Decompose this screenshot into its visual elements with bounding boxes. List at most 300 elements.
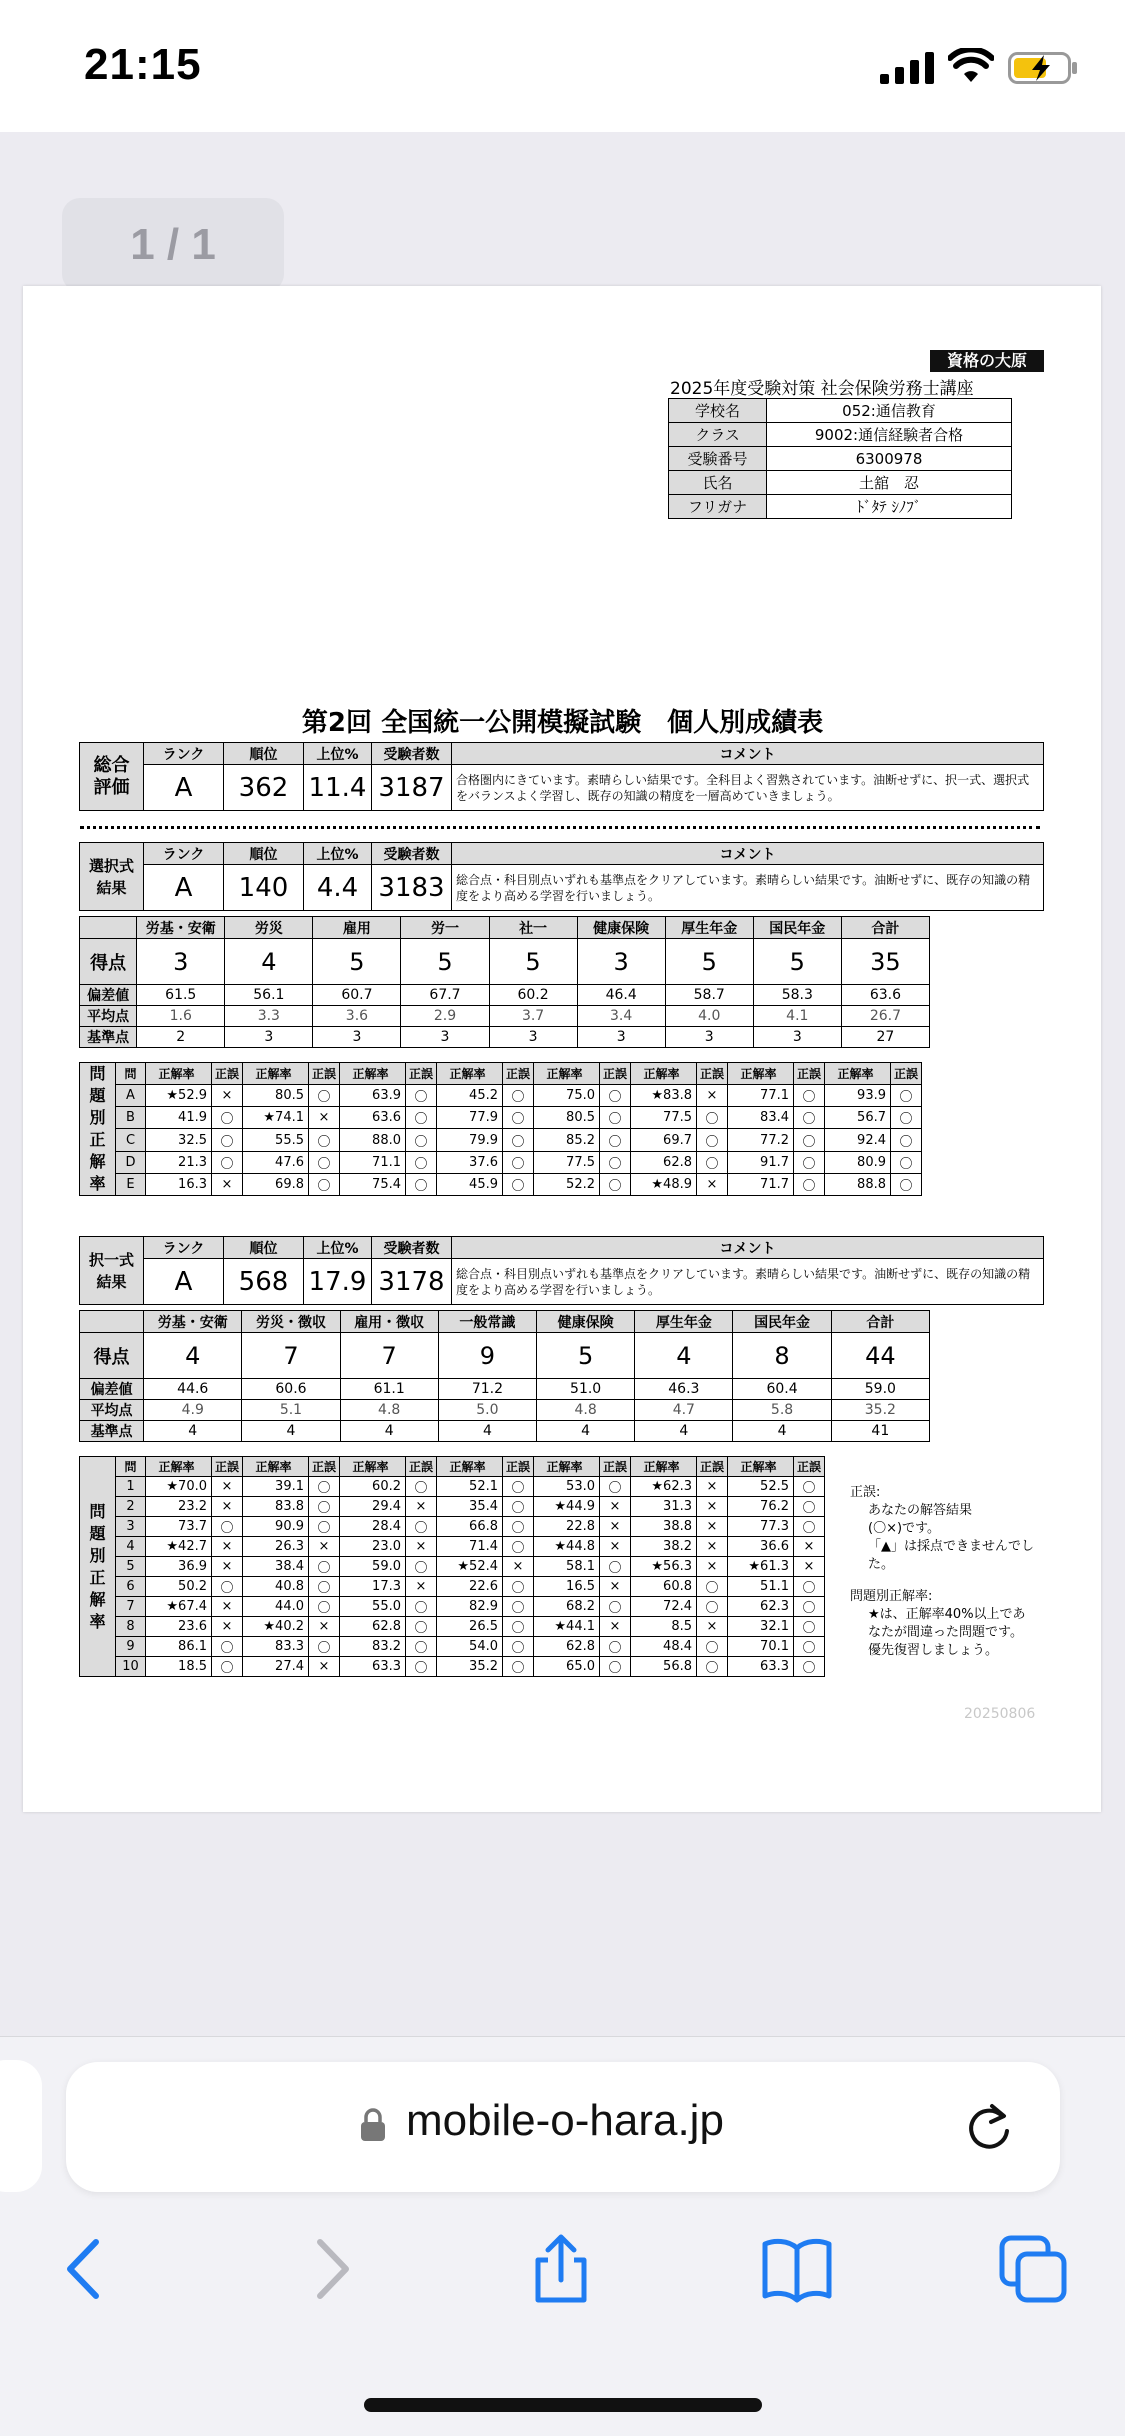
cell: 44	[831, 1333, 929, 1379]
cell: 一般常識	[438, 1311, 536, 1333]
cell: 18.5	[146, 1657, 212, 1677]
cell: 85.2	[534, 1129, 600, 1151]
cell: 〇	[309, 1577, 340, 1597]
cell: 〇	[600, 1597, 631, 1617]
cell: 4	[116, 1537, 146, 1557]
cell: 〇	[891, 1151, 922, 1173]
cell: 問	[116, 1063, 146, 1085]
cell: ★56.3	[631, 1557, 697, 1577]
cell: ×	[697, 1617, 728, 1637]
cell: ×	[212, 1537, 243, 1557]
cell: 正解率	[534, 1063, 600, 1085]
cell: 86.1	[146, 1637, 212, 1657]
cell: 国民年金	[753, 917, 841, 939]
cell: 〇	[600, 1557, 631, 1577]
cell: 56.8	[631, 1657, 697, 1677]
cell: 16.3	[146, 1173, 212, 1195]
cell: 23.2	[146, 1497, 212, 1517]
cell: 正誤	[697, 1457, 728, 1477]
cell: 1	[116, 1477, 146, 1497]
cell: 〇	[600, 1151, 631, 1173]
cell: 62.8	[340, 1617, 406, 1637]
share-icon[interactable]	[526, 2234, 596, 2304]
cell: 4.8	[340, 1400, 438, 1421]
cell: 平均点	[80, 1400, 144, 1421]
cell: 正解率	[631, 1457, 697, 1477]
question-row	[80, 1173, 922, 1195]
legend-line: 「▲」は採点できませんでし	[868, 1539, 1034, 1554]
cell: 〇	[794, 1129, 825, 1151]
cell: 9002:通信経験者合格	[767, 423, 1012, 447]
cell: ×	[600, 1517, 631, 1537]
cell: 72.4	[631, 1597, 697, 1617]
cell: 36.6	[728, 1537, 794, 1557]
cell: 〇	[697, 1637, 728, 1657]
cell: 〇	[309, 1129, 340, 1151]
count-head: 受験者数	[372, 743, 452, 765]
cell: 55.0	[340, 1597, 406, 1617]
cell: ★44.1	[534, 1617, 600, 1637]
cell: 〇	[212, 1657, 243, 1677]
cell: 68.2	[534, 1597, 600, 1617]
status-bar	[0, 0, 1125, 132]
cell: 38.2	[631, 1537, 697, 1557]
cell: 4	[635, 1421, 733, 1442]
cell: 〇	[406, 1517, 437, 1537]
cell: ★40.2	[243, 1617, 309, 1637]
cell: 〇	[503, 1107, 534, 1129]
cell: 4.1	[753, 1006, 841, 1027]
cell: 2.9	[401, 1006, 489, 1027]
cell: 83.2	[340, 1637, 406, 1657]
reload-icon[interactable]	[964, 2100, 1014, 2154]
cell: A	[116, 1085, 146, 1107]
cell: 77.1	[728, 1085, 794, 1107]
cell: 60.2	[340, 1477, 406, 1497]
order-head: 順位	[224, 743, 304, 765]
signal-icon	[880, 52, 936, 84]
selection-question-table	[79, 1062, 922, 1196]
cell: ×	[406, 1537, 437, 1557]
cell: 問	[116, 1457, 146, 1477]
rank-head: ランク	[144, 743, 224, 765]
cell: 健康保険	[577, 917, 665, 939]
cell: 正誤	[600, 1457, 631, 1477]
cell: 正解率	[825, 1063, 891, 1085]
cell: ★48.9	[631, 1173, 697, 1195]
multiple-score-table	[79, 1310, 930, 1442]
cell: 4	[144, 1333, 242, 1379]
cell: ×	[309, 1657, 340, 1677]
cell: 〇	[600, 1173, 631, 1195]
cell: 3	[137, 939, 225, 985]
cell: 60.6	[242, 1379, 340, 1400]
question-row	[80, 1497, 825, 1517]
cell: 4	[225, 939, 313, 985]
cell: ×	[309, 1537, 340, 1557]
cell: 23.0	[340, 1537, 406, 1557]
cell: 62.8	[534, 1637, 600, 1657]
cell: 58.3	[753, 985, 841, 1006]
cell: 6300978	[767, 447, 1012, 471]
cell: ★42.7	[146, 1537, 212, 1557]
cell: ★83.8	[631, 1085, 697, 1107]
cell: 80.5	[534, 1107, 600, 1129]
cell: 〇	[697, 1107, 728, 1129]
cell: 46.4	[577, 985, 665, 1006]
previous-tab[interactable]	[0, 2060, 42, 2192]
cell: 3.3	[225, 1006, 313, 1027]
cell: ★44.8	[534, 1537, 600, 1557]
cell: 5.8	[733, 1400, 831, 1421]
multiple-summary	[79, 1236, 1044, 1305]
cell: 8	[116, 1617, 146, 1637]
cell: 〇	[406, 1085, 437, 1107]
cell: 平均点	[80, 1006, 137, 1027]
cell: ×	[212, 1557, 243, 1577]
cell: 45.9	[437, 1173, 503, 1195]
cell: 51.0	[537, 1379, 635, 1400]
cell: 〇	[794, 1085, 825, 1107]
cell: 〇	[406, 1637, 437, 1657]
legend-line: 正誤:	[850, 1485, 881, 1500]
cell: 偏差値	[80, 1379, 144, 1400]
forward-icon[interactable]	[294, 2234, 364, 2304]
cell: 氏名	[669, 471, 767, 495]
cell: 4	[438, 1421, 536, 1442]
cell: 〇	[406, 1173, 437, 1195]
cell: 79.9	[437, 1129, 503, 1151]
info-row	[669, 447, 1012, 471]
cell: 77.2	[728, 1129, 794, 1151]
cell: 正解率	[728, 1063, 794, 1085]
cell: 3.4	[577, 1006, 665, 1027]
page-indicator: 1 / 1	[62, 198, 284, 292]
cell: 58.1	[534, 1557, 600, 1577]
cell: ×	[697, 1085, 728, 1107]
cell: 〇	[503, 1085, 534, 1107]
cell: 69.7	[631, 1129, 697, 1151]
cell: 正誤	[212, 1063, 243, 1085]
cell: 〇	[794, 1107, 825, 1129]
cell: 〇	[503, 1657, 534, 1677]
home-indicator	[364, 2398, 762, 2412]
cell: 〇	[309, 1597, 340, 1617]
question-row	[80, 1151, 922, 1173]
cell: 〇	[600, 1477, 631, 1497]
cell: 〇	[794, 1477, 825, 1497]
cell: 〇	[794, 1151, 825, 1173]
cell: ★61.3	[728, 1557, 794, 1577]
cell: 3.7	[489, 1006, 577, 1027]
cell: 〇	[794, 1617, 825, 1637]
cell: 雇用	[313, 917, 401, 939]
question-row	[80, 1085, 922, 1107]
cell: 73.7	[146, 1517, 212, 1537]
cell: 44.6	[144, 1379, 242, 1400]
cell: ×	[600, 1577, 631, 1597]
cell: 〇	[794, 1173, 825, 1195]
cell: 〇	[406, 1557, 437, 1577]
cell: 93.9	[825, 1085, 891, 1107]
cell: 35.2	[831, 1400, 929, 1421]
cell: 正解率	[437, 1457, 503, 1477]
cell: 正解率	[243, 1063, 309, 1085]
cell: 4	[733, 1421, 831, 1442]
cell: ×	[697, 1557, 728, 1577]
cell: ★67.4	[146, 1597, 212, 1617]
cell: 〇	[503, 1577, 534, 1597]
info-row	[669, 471, 1012, 495]
cell: 〇	[503, 1617, 534, 1637]
comment-head: コメント	[452, 1237, 1044, 1259]
cell: 〇	[794, 1597, 825, 1617]
cell: 52.2	[534, 1173, 600, 1195]
cell: 正誤	[503, 1457, 534, 1477]
back-icon[interactable]	[52, 2234, 122, 2304]
cell: 国民年金	[733, 1311, 831, 1333]
rank-head: ランク	[144, 1237, 224, 1259]
cell: ×	[212, 1617, 243, 1637]
cell: 63.3	[340, 1657, 406, 1677]
legend-line: 優先復習しましょう。	[868, 1643, 999, 1658]
cell: 〇	[406, 1151, 437, 1173]
cell: 正誤	[309, 1457, 340, 1477]
cell: 88.8	[825, 1173, 891, 1195]
cell: 37.6	[437, 1151, 503, 1173]
cell: 4	[537, 1421, 635, 1442]
cell: 38.8	[631, 1517, 697, 1537]
cell: 〇	[697, 1597, 728, 1617]
cell: 69.8	[243, 1173, 309, 1195]
question-row	[80, 1557, 825, 1577]
count-head: 受験者数	[372, 843, 452, 865]
question-row	[80, 1657, 825, 1677]
cell: 56.7	[825, 1107, 891, 1129]
overall-comment: 合格圏内にきています。素晴らしい結果です。全科目よく習熟されています。油断せずに、択一式、選択式をバランスよく学習し、既存の知識の精度を一層高めていきましょう。	[452, 765, 1044, 811]
cell: 9	[438, 1333, 536, 1379]
cell: ×	[697, 1537, 728, 1557]
cell: 〇	[212, 1577, 243, 1597]
cell: 〇	[600, 1657, 631, 1677]
cell: 77.5	[631, 1107, 697, 1129]
cell: 正誤	[212, 1457, 243, 1477]
selection-order: 140	[224, 865, 304, 911]
cell: 47.6	[243, 1151, 309, 1173]
cell: 正解率	[243, 1457, 309, 1477]
bookmarks-icon[interactable]	[762, 2234, 832, 2304]
cell: 〇	[406, 1107, 437, 1129]
cell: 63.3	[728, 1657, 794, 1677]
cell: 3	[577, 939, 665, 985]
cell: 60.8	[631, 1577, 697, 1597]
cell: ×	[309, 1617, 340, 1637]
cell: 32.5	[146, 1129, 212, 1151]
comment-head: コメント	[452, 743, 1044, 765]
cell: 正誤	[794, 1457, 825, 1477]
cell: 〇	[503, 1497, 534, 1517]
cell: ×	[697, 1477, 728, 1497]
order-head: 順位	[224, 843, 304, 865]
cell: 052:通信教育	[767, 399, 1012, 423]
cell: D	[116, 1151, 146, 1173]
cell: 32.1	[728, 1617, 794, 1637]
cell: 36.9	[146, 1557, 212, 1577]
multiple-comment: 総合点・科目別点いずれも基準点をクリアしています。素晴らしい結果です。油断せずに、既存の知識の精度をより高める学習を行いましょう。	[452, 1259, 1044, 1305]
cell: 44.0	[243, 1597, 309, 1617]
cell: 62.3	[728, 1597, 794, 1617]
cell: 〇	[794, 1497, 825, 1517]
cell: 52.5	[728, 1477, 794, 1497]
cell: 21.3	[146, 1151, 212, 1173]
cell: 正誤	[794, 1063, 825, 1085]
question-row	[80, 1129, 922, 1151]
cell: 正解率	[146, 1063, 212, 1085]
cell: 〇	[212, 1129, 243, 1151]
wifi-icon	[948, 48, 994, 84]
cell: 〇	[309, 1173, 340, 1195]
info-row	[669, 399, 1012, 423]
multiple-order: 568	[224, 1259, 304, 1305]
cell: ★70.0	[146, 1477, 212, 1497]
cell: C	[116, 1129, 146, 1151]
battery-icon	[1008, 52, 1078, 84]
overall-summary	[79, 742, 1044, 811]
selection-count: 3183	[372, 865, 452, 911]
legend	[850, 1484, 1034, 1660]
cell: 90.9	[243, 1517, 309, 1537]
cell: 3	[116, 1517, 146, 1537]
cell: 〇	[309, 1557, 340, 1577]
cell: 得点	[80, 939, 137, 985]
cell: 基準点	[80, 1027, 137, 1048]
cell: 76.2	[728, 1497, 794, 1517]
cell: 41	[831, 1421, 929, 1442]
cell: 〇	[503, 1597, 534, 1617]
selection-comment: 総合点・科目別点いずれも基準点をクリアしています。素晴らしい結果です。油断せずに、既存の知識の精度をより高める学習を行いましょう。	[452, 865, 1044, 911]
cell: 労基・安衛	[137, 917, 225, 939]
cell: 〇	[503, 1477, 534, 1497]
cell: 労災・徴収	[242, 1311, 340, 1333]
selection-score-table	[79, 916, 930, 1048]
cell: 23.6	[146, 1617, 212, 1637]
cell: 17.3	[340, 1577, 406, 1597]
cell: ×	[212, 1597, 243, 1617]
blank	[80, 1311, 144, 1333]
cell: 正誤	[697, 1063, 728, 1085]
cell: 80.5	[243, 1085, 309, 1107]
cell: 7	[340, 1333, 438, 1379]
cell: 3	[753, 1027, 841, 1048]
cell: 31.3	[631, 1497, 697, 1517]
cell: 〇	[309, 1637, 340, 1657]
legend-line: (〇×)です。	[868, 1521, 940, 1536]
cell: ×	[406, 1497, 437, 1517]
cell: フリガナ	[669, 495, 767, 519]
cell: 雇用・徴収	[340, 1311, 438, 1333]
cell: 88.0	[340, 1129, 406, 1151]
url-text[interactable]: mobile-o-hara.jp	[406, 2096, 724, 2145]
cell: 22.6	[437, 1577, 503, 1597]
cell: 〇	[697, 1657, 728, 1677]
cell: 4.7	[635, 1400, 733, 1421]
top-head: 上位%	[304, 743, 372, 765]
date-stamp: 20250806	[964, 1706, 1036, 1722]
cell: 4	[242, 1421, 340, 1442]
cell: 〇	[212, 1107, 243, 1129]
cell: ×	[309, 1107, 340, 1129]
cell: 22.8	[534, 1517, 600, 1537]
selection-label: 選択式 結果	[80, 843, 144, 911]
selection-summary	[79, 842, 1044, 911]
question-row	[80, 1107, 922, 1129]
cell: 学校名	[669, 399, 767, 423]
cell: ×	[794, 1557, 825, 1577]
cell: 〇	[891, 1173, 922, 1195]
cell: ﾄﾞﾀﾃ ｼﾉﾌﾞ	[767, 495, 1012, 519]
cell: 5.0	[438, 1400, 536, 1421]
cell: 正解率	[534, 1457, 600, 1477]
cell: 健康保険	[537, 1311, 635, 1333]
cell: 3	[225, 1027, 313, 1048]
cell: 〇	[503, 1151, 534, 1173]
selection-top: 4.4	[304, 865, 372, 911]
course-name: 2025年度受験対策 社会保険労務士講座	[670, 379, 974, 399]
cell: 正誤	[600, 1063, 631, 1085]
cell: 82.9	[437, 1597, 503, 1617]
cell: 4	[144, 1421, 242, 1442]
cell: 83.4	[728, 1107, 794, 1129]
cell: ×	[600, 1617, 631, 1637]
cell: 〇	[309, 1517, 340, 1537]
overall-label: 総合 評価	[80, 743, 144, 811]
cell: 4.8	[537, 1400, 635, 1421]
cell: 71.1	[340, 1151, 406, 1173]
multiple-rank: A	[144, 1259, 224, 1305]
cell: 71.7	[728, 1173, 794, 1195]
cell: 48.4	[631, 1637, 697, 1657]
tabs-icon[interactable]	[998, 2234, 1068, 2304]
cell: 5	[116, 1557, 146, 1577]
cell: 4.0	[665, 1006, 753, 1027]
cell: 54.0	[437, 1637, 503, 1657]
cell: 27.4	[243, 1657, 309, 1677]
overall-order: 362	[224, 765, 304, 811]
cell: 55.5	[243, 1129, 309, 1151]
cell: 62.8	[631, 1151, 697, 1173]
cell: 〇	[794, 1657, 825, 1677]
info-row	[669, 495, 1012, 519]
cell: 35	[841, 939, 929, 985]
brand-logo: 資格の大原	[930, 350, 1044, 372]
cell: 〇	[309, 1497, 340, 1517]
question-row	[80, 1637, 825, 1657]
cell: 50.2	[146, 1577, 212, 1597]
cell: 〇	[891, 1107, 922, 1129]
cell: 5	[401, 939, 489, 985]
cell: 〇	[600, 1085, 631, 1107]
cell: 80.9	[825, 1151, 891, 1173]
cell: ×	[697, 1173, 728, 1195]
cell: 正誤	[406, 1063, 437, 1085]
cell: 〇	[406, 1657, 437, 1677]
cell: 61.1	[340, 1379, 438, 1400]
cell: ×	[600, 1537, 631, 1557]
cell: 〇	[697, 1577, 728, 1597]
cell: 〇	[794, 1637, 825, 1657]
cell: 9	[116, 1637, 146, 1657]
cell: 3	[577, 1027, 665, 1048]
